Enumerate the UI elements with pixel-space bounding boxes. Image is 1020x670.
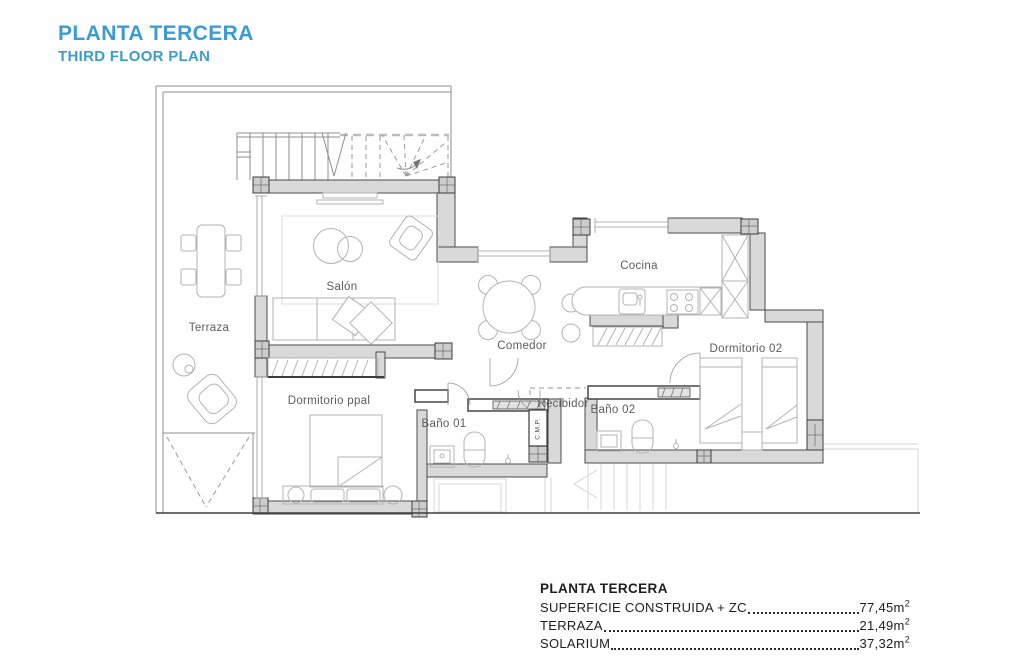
- legend-row-terraza: [540, 617, 910, 635]
- label-cocina: Cocina: [620, 260, 658, 272]
- staircase: [237, 133, 449, 180]
- label-bano-02: Baño 02: [590, 404, 636, 416]
- label-comedor: Comedor: [497, 340, 547, 352]
- label-cmp: C.M.P.: [534, 418, 542, 440]
- bathroom2-fixtures: [597, 420, 679, 453]
- label-salon: Salón: [326, 281, 358, 293]
- label-dormitorio-ppal: Dormitorio ppal: [287, 395, 371, 407]
- living-room-furniture: [273, 193, 438, 344]
- dotted-leader: [604, 630, 859, 632]
- dining-furniture: [479, 276, 541, 340]
- label-bano-01: Baño 01: [421, 418, 467, 430]
- legend-row-superficie: [540, 599, 910, 617]
- plan-title-block: [58, 22, 254, 65]
- dotted-leader: [748, 612, 859, 614]
- label-recibidor: Recibidor: [537, 398, 589, 410]
- legend-label: TERRAZA: [540, 618, 603, 633]
- page-title: PLANTA TERCERA: [58, 22, 254, 45]
- legend-row-solarium: [540, 635, 910, 653]
- legend-label: SUPERFICIE CONSTRUIDA + ZC: [540, 600, 747, 615]
- label-dormitorio-02: Dormitorio 02: [709, 343, 783, 355]
- label-terraza: Terraza: [188, 322, 230, 334]
- bedroom2-furniture: [700, 358, 797, 450]
- kitchen-fixtures: [562, 235, 748, 346]
- dotted-leader: [611, 648, 858, 650]
- master-bedroom-furniture: [268, 358, 402, 504]
- legend-title: PLANTA TERCERA: [540, 581, 668, 596]
- area-legend: [540, 581, 910, 653]
- page-subtitle: THIRD FLOOR PLAN: [58, 48, 211, 65]
- legend-value: $37,32m^2$: [859, 634, 910, 651]
- legend-value: $21,49m^2$: [859, 616, 910, 633]
- bathroom1-fixtures: [430, 432, 511, 467]
- legend-label: SOLARIUM: [540, 636, 611, 651]
- terrace-boundary: [156, 86, 451, 513]
- legend-value: $77,45m^2$: [859, 598, 910, 615]
